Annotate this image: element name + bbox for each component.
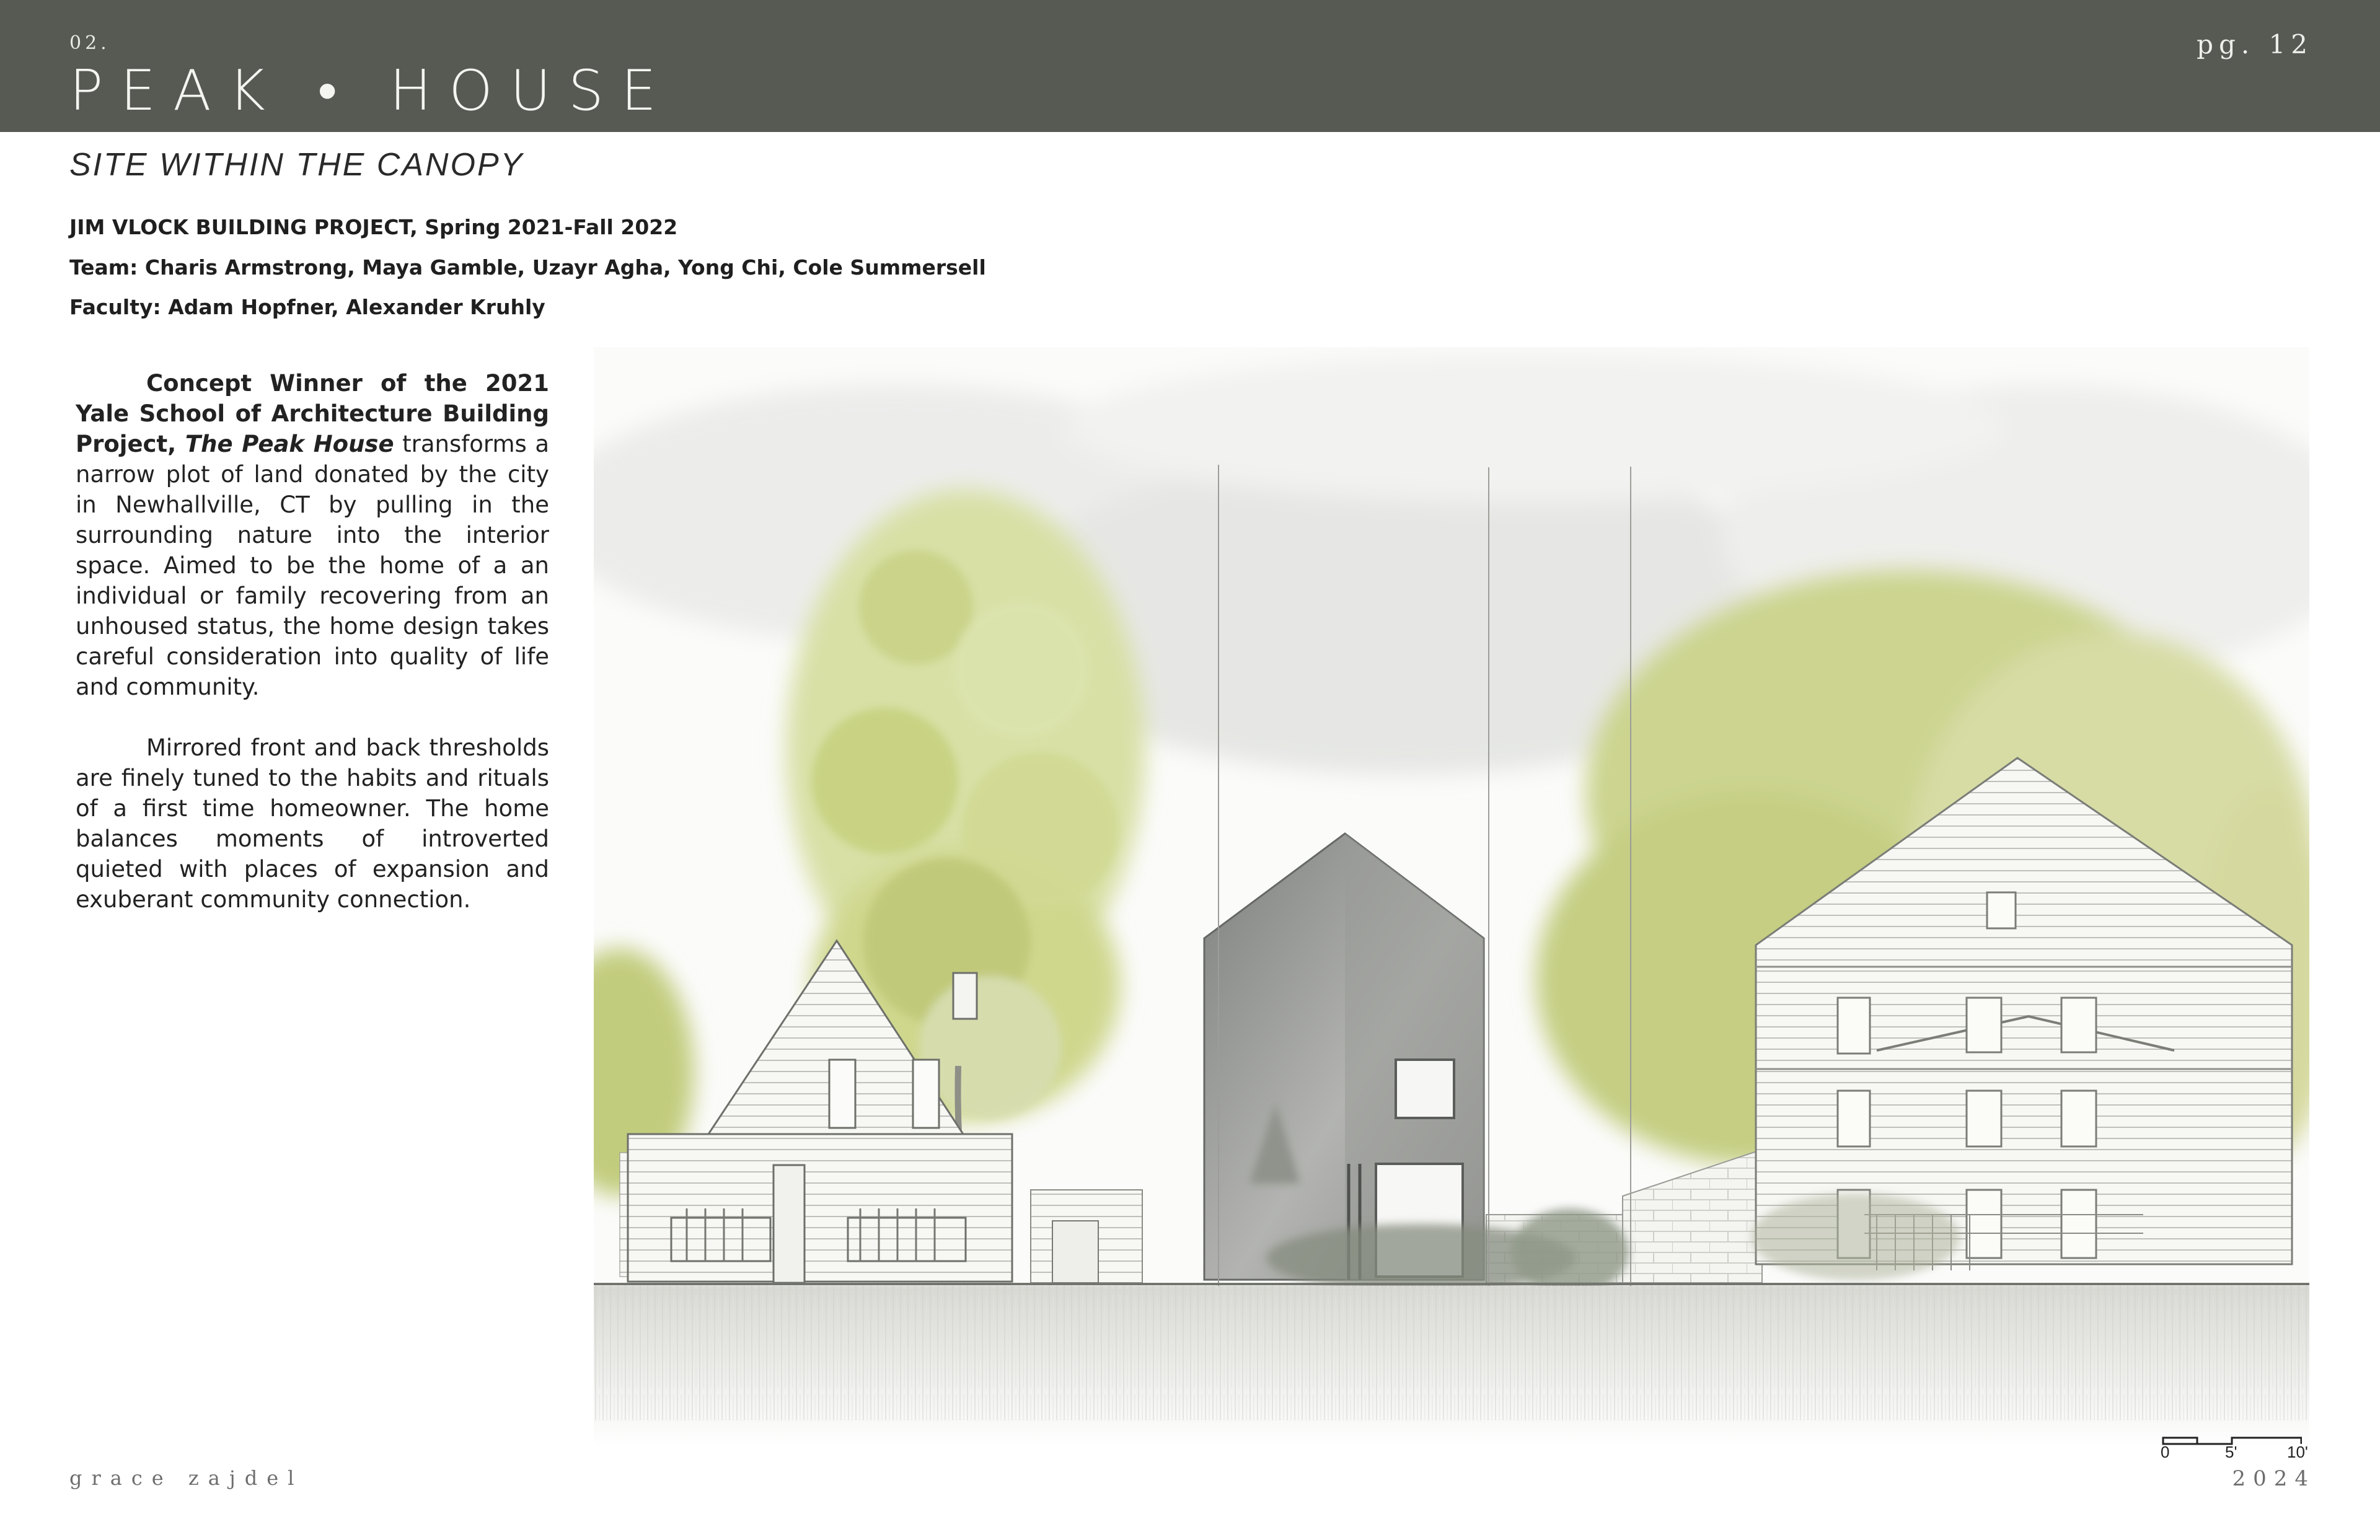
- scale-label-ten: 10': [2287, 1443, 2308, 1461]
- elevation-rendering: [594, 347, 2309, 1447]
- description-paragraph-1: [76, 368, 549, 702]
- faculty-credit: Faculty: Adam Hopfner, Alexander Kruhly: [69, 295, 545, 319]
- page-number: pg. 12: [2197, 29, 2313, 59]
- project-title: PEAK • HOUSE: [69, 58, 674, 123]
- publication-year: 2024: [2232, 1466, 2316, 1491]
- scale-label-zero: 0: [2161, 1443, 2170, 1461]
- description-text: transforms a narrow plot of land donated by the city in Newhallville, CT by pulling in the surrounding nature into the interior space. Aimed to be the home of a an individual or family recovering from an unhoused status, the home design takes careful consideration into quality of life and community.: [76, 431, 549, 700]
- project-description: [76, 368, 549, 915]
- section-subtitle: SITE WITHIN THE CANOPY: [69, 147, 524, 183]
- author-name: grace zajdel: [69, 1466, 304, 1490]
- award-text: Concept Winner of the 2021 Yale School of Architecture Building Project,: [76, 370, 549, 457]
- section-number: 02.: [69, 32, 110, 54]
- scale-label-five: 5': [2225, 1443, 2237, 1461]
- description-paragraph-2: Mirrored front and back thresholds are finely tuned to the habits and rituals of a first time homeowner. The home balances moments of introverted quieted with places of expansion and exuberant community connection.: [76, 734, 549, 913]
- project-credit: JIM VLOCK BUILDING PROJECT, Spring 2021-Fall 2022: [69, 215, 678, 239]
- project-name: The Peak House: [185, 431, 394, 457]
- page-header: [0, 0, 2380, 132]
- ground-hatching: [594, 1284, 2309, 1420]
- site-elevation-drawing: [594, 347, 2309, 1447]
- team-credit: Team: Charis Armstrong, Maya Gamble, Uzayr Agha, Yong Chi, Cole Summersell: [69, 255, 986, 279]
